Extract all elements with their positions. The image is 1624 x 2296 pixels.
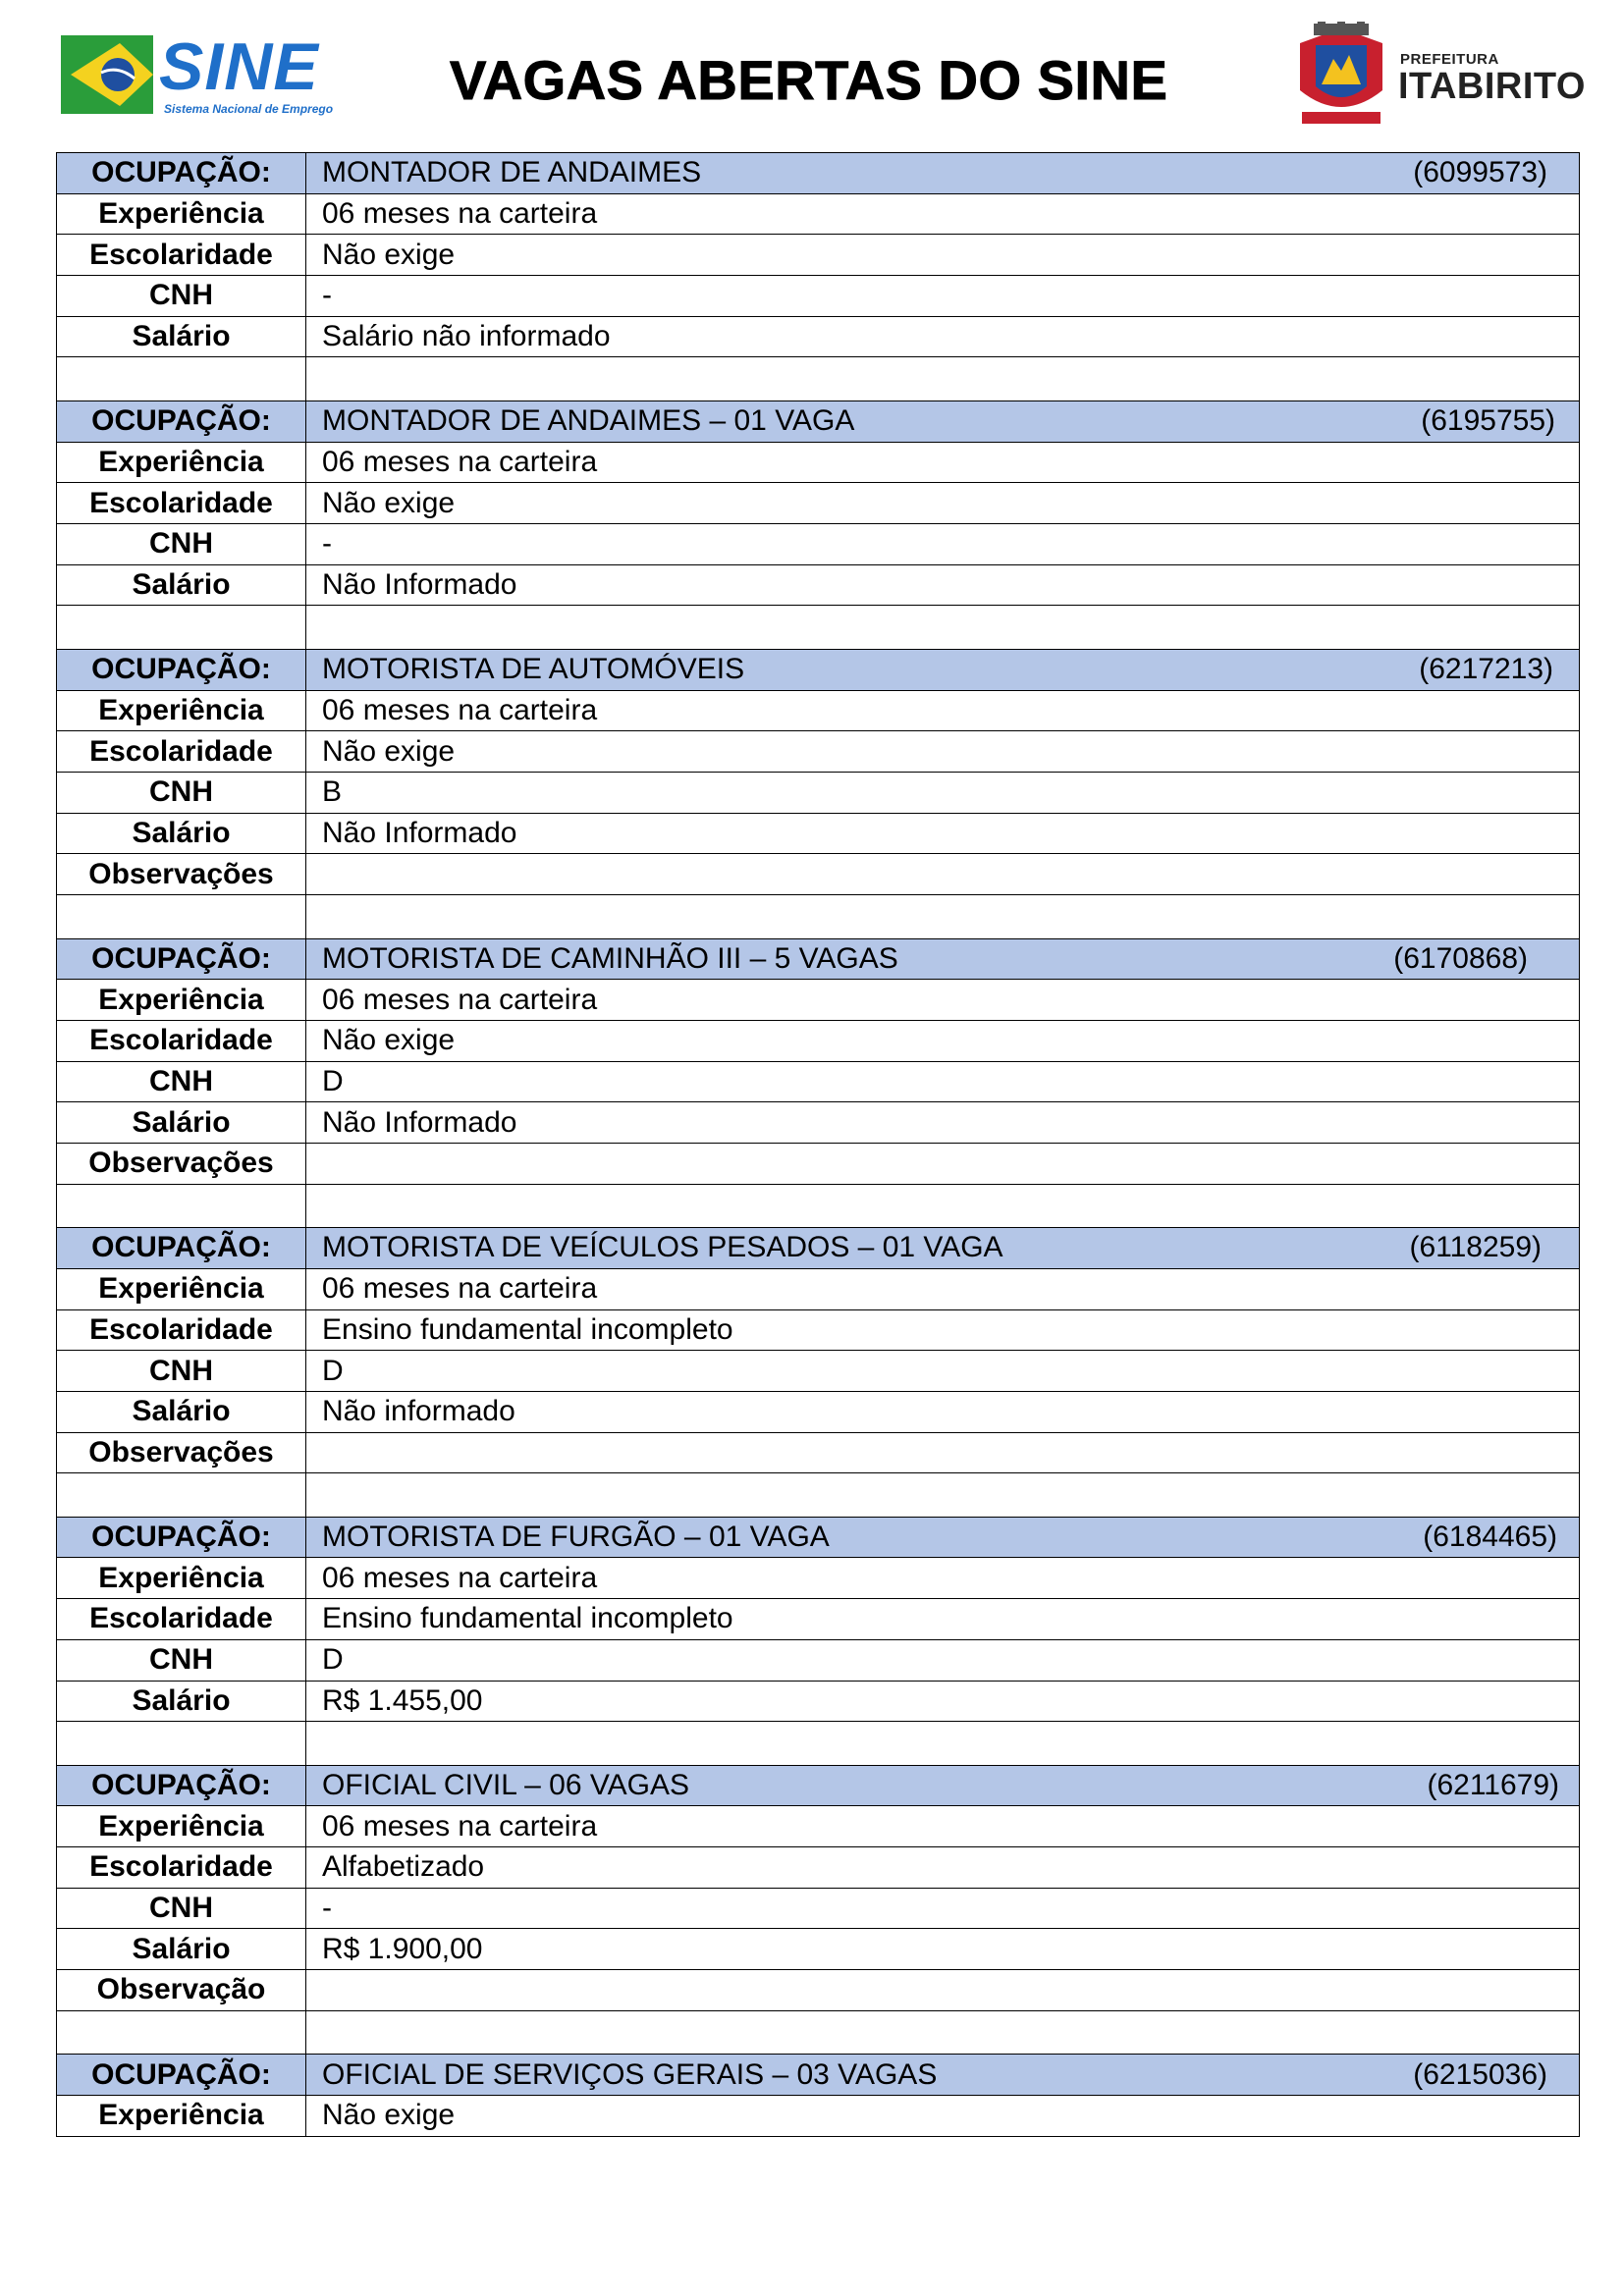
field-value: D [306,1351,1580,1392]
field-label: CNH [57,1888,306,1929]
field-value [306,1143,1580,1184]
field-label: Experiência [57,1806,306,1847]
field-row [57,1143,1580,1184]
field-row [57,564,1580,606]
field-value: - [306,276,1580,317]
field-row [57,316,1580,357]
field-row [57,1351,1580,1392]
field-value: - [306,1888,1580,1929]
field-value: Não informado [306,1391,1580,1432]
occupation-code: (6195755) [1421,404,1555,438]
spacer-cell [306,895,1580,939]
city-crest-icon [1292,22,1390,130]
spacer-row [57,1473,1580,1518]
occupation-code: (6170868) [1393,941,1528,975]
field-row [57,1102,1580,1144]
field-row [57,1558,1580,1599]
field-row [57,524,1580,565]
field-label: Experiência [57,1558,306,1599]
field-label: Observações [57,1432,306,1473]
field-row [57,483,1580,524]
occupation-code: (6099573) [1413,156,1547,189]
field-row [57,1061,1580,1102]
prefeitura-itabirito-logo [1292,22,1586,130]
occupation-cell [306,2055,1580,2096]
field-row [57,1309,1580,1351]
field-value: Não exige [306,235,1580,276]
occupation-title: MONTADOR DE ANDAIMES – 01 VAGA [322,404,855,438]
field-label: Escolaridade [57,1020,306,1061]
occupation-label: OCUPAÇÃO: [57,153,306,194]
field-label: Salário [57,1929,306,1970]
field-value: 06 meses na carteira [306,1558,1580,1599]
field-value [306,854,1580,895]
field-value: Não Informado [306,1102,1580,1144]
occupation-label: OCUPAÇÃO: [57,1228,306,1269]
field-value: 06 meses na carteira [306,1268,1580,1309]
spacer-cell [306,1184,1580,1228]
field-label: Salário [57,316,306,357]
occupation-code: (6184465) [1423,1521,1557,1554]
occupation-code: (6118259) [1409,1231,1542,1264]
field-row [57,1599,1580,1640]
field-label: Escolaridade [57,1309,306,1351]
occupation-title: MONTADOR DE ANDAIMES [322,156,702,189]
city-name-label: ITABIRITO [1398,66,1586,107]
spacer-row [57,606,1580,650]
field-value: Não exige [306,2096,1580,2137]
occupation-cell [306,1228,1580,1269]
spacer-row [57,2010,1580,2055]
spacer-cell [306,357,1580,401]
field-row [57,235,1580,276]
field-row [57,1268,1580,1309]
field-value: Não Informado [306,813,1580,854]
field-label: Experiência [57,442,306,483]
occupation-row [57,153,1580,194]
job-openings-table [56,152,1580,2137]
field-label: CNH [57,276,306,317]
field-row [57,2096,1580,2137]
field-label: Experiência [57,1268,306,1309]
field-label: Salário [57,1102,306,1144]
occupation-row [57,1517,1580,1558]
spacer-cell [306,1722,1580,1766]
field-value: 06 meses na carteira [306,690,1580,731]
field-value: Não exige [306,483,1580,524]
occupation-cell [306,1517,1580,1558]
field-value: D [306,1639,1580,1681]
field-label: Salário [57,564,306,606]
occupation-label: OCUPAÇÃO: [57,938,306,980]
spacer-row [57,895,1580,939]
field-label: Escolaridade [57,1847,306,1889]
spacer-cell [57,895,306,939]
spacer-cell [306,1473,1580,1518]
occupation-row [57,400,1580,442]
occupation-title: MOTORISTA DE AUTOMÓVEIS [322,653,745,686]
field-row [57,772,1580,813]
field-row [57,1888,1580,1929]
field-label: Escolaridade [57,731,306,773]
field-row [57,731,1580,773]
spacer-cell [57,1473,306,1518]
occupation-code: (6211679) [1427,1769,1559,1802]
field-row [57,1391,1580,1432]
spacer-cell [306,606,1580,650]
spacer-cell [57,2010,306,2055]
sine-logo-subtitle: Sistema Nacional de Emprego [164,102,334,116]
field-label: CNH [57,524,306,565]
field-value: 06 meses na carteira [306,980,1580,1021]
field-label: Salário [57,1681,306,1722]
field-row [57,1020,1580,1061]
field-label: Escolaridade [57,1599,306,1640]
occupation-cell [306,938,1580,980]
field-value: Não exige [306,731,1580,773]
occupation-cell [306,400,1580,442]
field-value: Alfabetizado [306,1847,1580,1889]
field-row [57,1847,1580,1889]
field-label: Experiência [57,980,306,1021]
field-row [57,980,1580,1021]
field-label: Observações [57,854,306,895]
occupation-row [57,2055,1580,2096]
occupation-label: OCUPAÇÃO: [57,2055,306,2096]
field-row [57,1681,1580,1722]
spacer-cell [57,1722,306,1766]
spacer-row [57,1722,1580,1766]
field-label: Escolaridade [57,235,306,276]
occupation-title: MOTORISTA DE CAMINHÃO III – 5 VAGAS [322,941,898,975]
field-label: Escolaridade [57,483,306,524]
field-label: Observação [57,1970,306,2011]
prefeitura-label: PREFEITURA [1400,51,1499,68]
occupation-cell [306,649,1580,690]
field-value: 06 meses na carteira [306,442,1580,483]
field-row [57,813,1580,854]
occupation-label: OCUPAÇÃO: [57,1517,306,1558]
field-label: CNH [57,772,306,813]
spacer-cell [57,606,306,650]
field-label: Salário [57,1391,306,1432]
occupation-cell [306,1765,1580,1806]
field-value: R$ 1.900,00 [306,1929,1580,1970]
field-row [57,1639,1580,1681]
field-value: Não exige [306,1020,1580,1061]
sine-logo [61,31,336,122]
field-row [57,276,1580,317]
field-value: R$ 1.455,00 [306,1681,1580,1722]
brazil-flag-icon [61,35,153,114]
spacer-cell [57,1184,306,1228]
page-title: VAGAS ABERTAS DO SINE [450,49,1168,111]
spacer-cell [306,2010,1580,2055]
occupation-label: OCUPAÇÃO: [57,400,306,442]
field-label: Experiência [57,690,306,731]
field-row [57,193,1580,235]
field-value: 06 meses na carteira [306,193,1580,235]
field-value: D [306,1061,1580,1102]
sine-logo-wordmark: SINE [159,29,319,104]
field-value [306,1970,1580,2011]
field-label: CNH [57,1639,306,1681]
spacer-row [57,1184,1580,1228]
field-row [57,690,1580,731]
field-value: Não Informado [306,564,1580,606]
field-value: Ensino fundamental incompleto [306,1309,1580,1351]
field-label: Salário [57,813,306,854]
occupation-row [57,938,1580,980]
occupation-code: (6215036) [1413,2057,1547,2091]
occupation-label: OCUPAÇÃO: [57,649,306,690]
occupation-code: (6217213) [1419,653,1553,686]
field-value: Salário não informado [306,316,1580,357]
field-row [57,854,1580,895]
field-row [57,1970,1580,2011]
field-value: - [306,524,1580,565]
field-row [57,1806,1580,1847]
field-label: CNH [57,1351,306,1392]
field-label: CNH [57,1061,306,1102]
occupation-row [57,1765,1580,1806]
occupation-title: MOTORISTA DE FURGÃO – 01 VAGA [322,1521,830,1554]
occupation-row [57,1228,1580,1269]
spacer-cell [57,357,306,401]
occupation-title: OFICIAL CIVIL – 06 VAGAS [322,1769,690,1802]
field-value: Ensino fundamental incompleto [306,1599,1580,1640]
occupation-title: MOTORISTA DE VEÍCULOS PESADOS – 01 VAGA [322,1231,1003,1264]
field-value: 06 meses na carteira [306,1806,1580,1847]
occupation-title: OFICIAL DE SERVIÇOS GERAIS – 03 VAGAS [322,2057,938,2091]
field-label: Observações [57,1143,306,1184]
occupation-row [57,649,1580,690]
field-label: Experiência [57,193,306,235]
page-header [0,0,1624,147]
spacer-row [57,357,1580,401]
field-row [57,1432,1580,1473]
field-row [57,1929,1580,1970]
occupation-cell [306,153,1580,194]
field-label: Experiência [57,2096,306,2137]
field-value: B [306,772,1580,813]
field-row [57,442,1580,483]
field-value [306,1432,1580,1473]
occupation-label: OCUPAÇÃO: [57,1765,306,1806]
